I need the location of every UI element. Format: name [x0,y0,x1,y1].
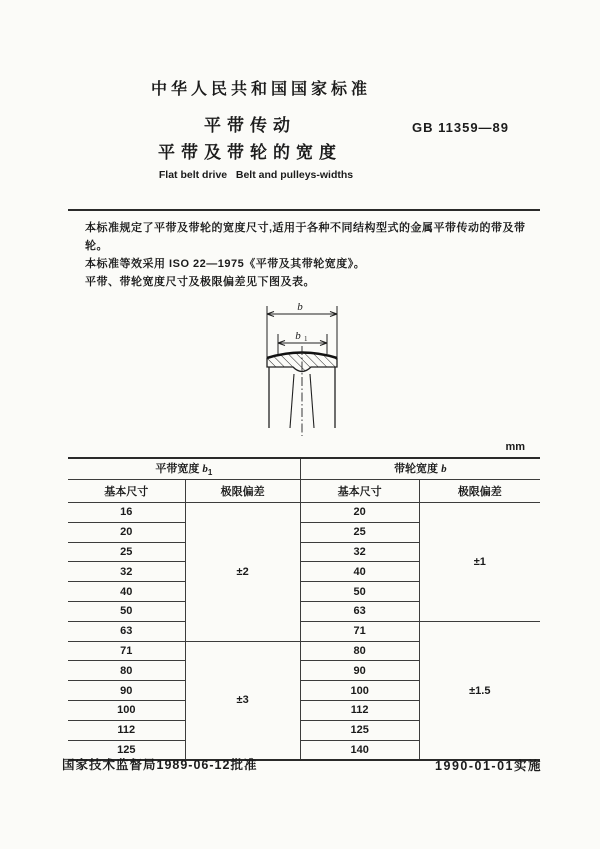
belt-size-cell: 25 [68,542,185,562]
table-unit-label: mm [505,441,525,453]
standard-number: GB 11359—89 [412,120,510,135]
document-title-line1: 平带传动 [204,116,296,135]
pulley-size-cell: 90 [300,661,419,681]
width-spec-table [68,457,540,761]
pulley-size-cell: 20 [300,503,419,523]
belt-size-cell: 90 [68,681,185,701]
belt-size-cell: 16 [68,503,185,523]
pulley-size-cell: 32 [300,542,419,562]
belt-width-group-header: 平带宽度 $b_1$ [68,458,300,480]
belt-size-cell: 71 [68,641,185,661]
pulley-size-cell: 125 [300,720,419,740]
pulley-deviation-cell: ±1 [419,503,540,622]
pulley-size-cell: 63 [300,601,419,621]
pulley-deviation-cell: ±1.5 [419,621,540,760]
pulley-cross-section-diagram [230,296,390,438]
belt-size-cell: 32 [68,562,185,582]
document-title-line2: 平带及带轮的宽度 [158,143,342,162]
web-right-edge [310,374,314,428]
web-left-edge [290,374,294,428]
english-title: Flat belt drive Belt and pulleys-widths [158,169,354,181]
pulley-size-cell: 25 [300,522,419,542]
national-standard-header: 中华人民共和国国家标准 [150,81,371,98]
table-group-header-row [68,458,540,480]
belt-deviation-cell: ±3 [185,641,300,760]
table-sub-header-row [68,480,540,503]
scope-paragraphs [85,219,540,291]
table-row [68,503,540,523]
pulley-deviation-header: 极限偏差 [419,480,540,503]
pulley-size-cell: 50 [300,582,419,602]
pulley-size-cell: 112 [300,700,419,720]
paragraph-reference: 平带、带轮宽度尺寸及极限偏差见下图及表。 [85,276,315,288]
pulley-width-group-header: 带轮宽度 b [300,458,540,480]
belt-size-cell: 63 [68,621,185,641]
pulley-basic-size-header: 基本尺寸 [300,480,419,503]
pulley-size-cell: 140 [300,740,419,760]
belt-size-cell: 80 [68,661,185,681]
header-divider-rule [68,209,540,211]
dimension-label-b1: b [295,330,301,342]
dimension-label-b1-subscript: 1 [304,335,308,343]
pulley-size-cell: 80 [300,641,419,661]
belt-deviation-cell: ±2 [185,503,300,642]
paragraph-iso-equivalence: 本标准等效采用 ISO 22—1975《平带及其带轮宽度》。 [85,258,366,270]
belt-size-cell: 112 [68,720,185,740]
belt-size-cell: 50 [68,601,185,621]
pulley-size-cell: 100 [300,681,419,701]
belt-size-cell: 125 [68,740,185,760]
belt-basic-size-header: 基本尺寸 [68,480,185,503]
belt-size-cell: 40 [68,582,185,602]
belt-size-cell: 100 [68,700,185,720]
pulley-size-cell: 40 [300,562,419,582]
approval-authority-date: 国家技术监督局1989-06-12批准 [62,758,258,772]
belt-deviation-header: 极限偏差 [185,480,300,503]
implementation-date: 1990-01-01实施 [435,759,542,773]
table-row [68,621,540,641]
paragraph-scope: 本标准规定了平带及带轮的宽度尺寸,适用于各种不同结构型式的金属平带传动的带及带轮。 [85,222,526,252]
dimension-label-b: b [297,301,303,313]
pulley-size-cell: 71 [300,621,419,641]
belt-size-cell: 20 [68,522,185,542]
